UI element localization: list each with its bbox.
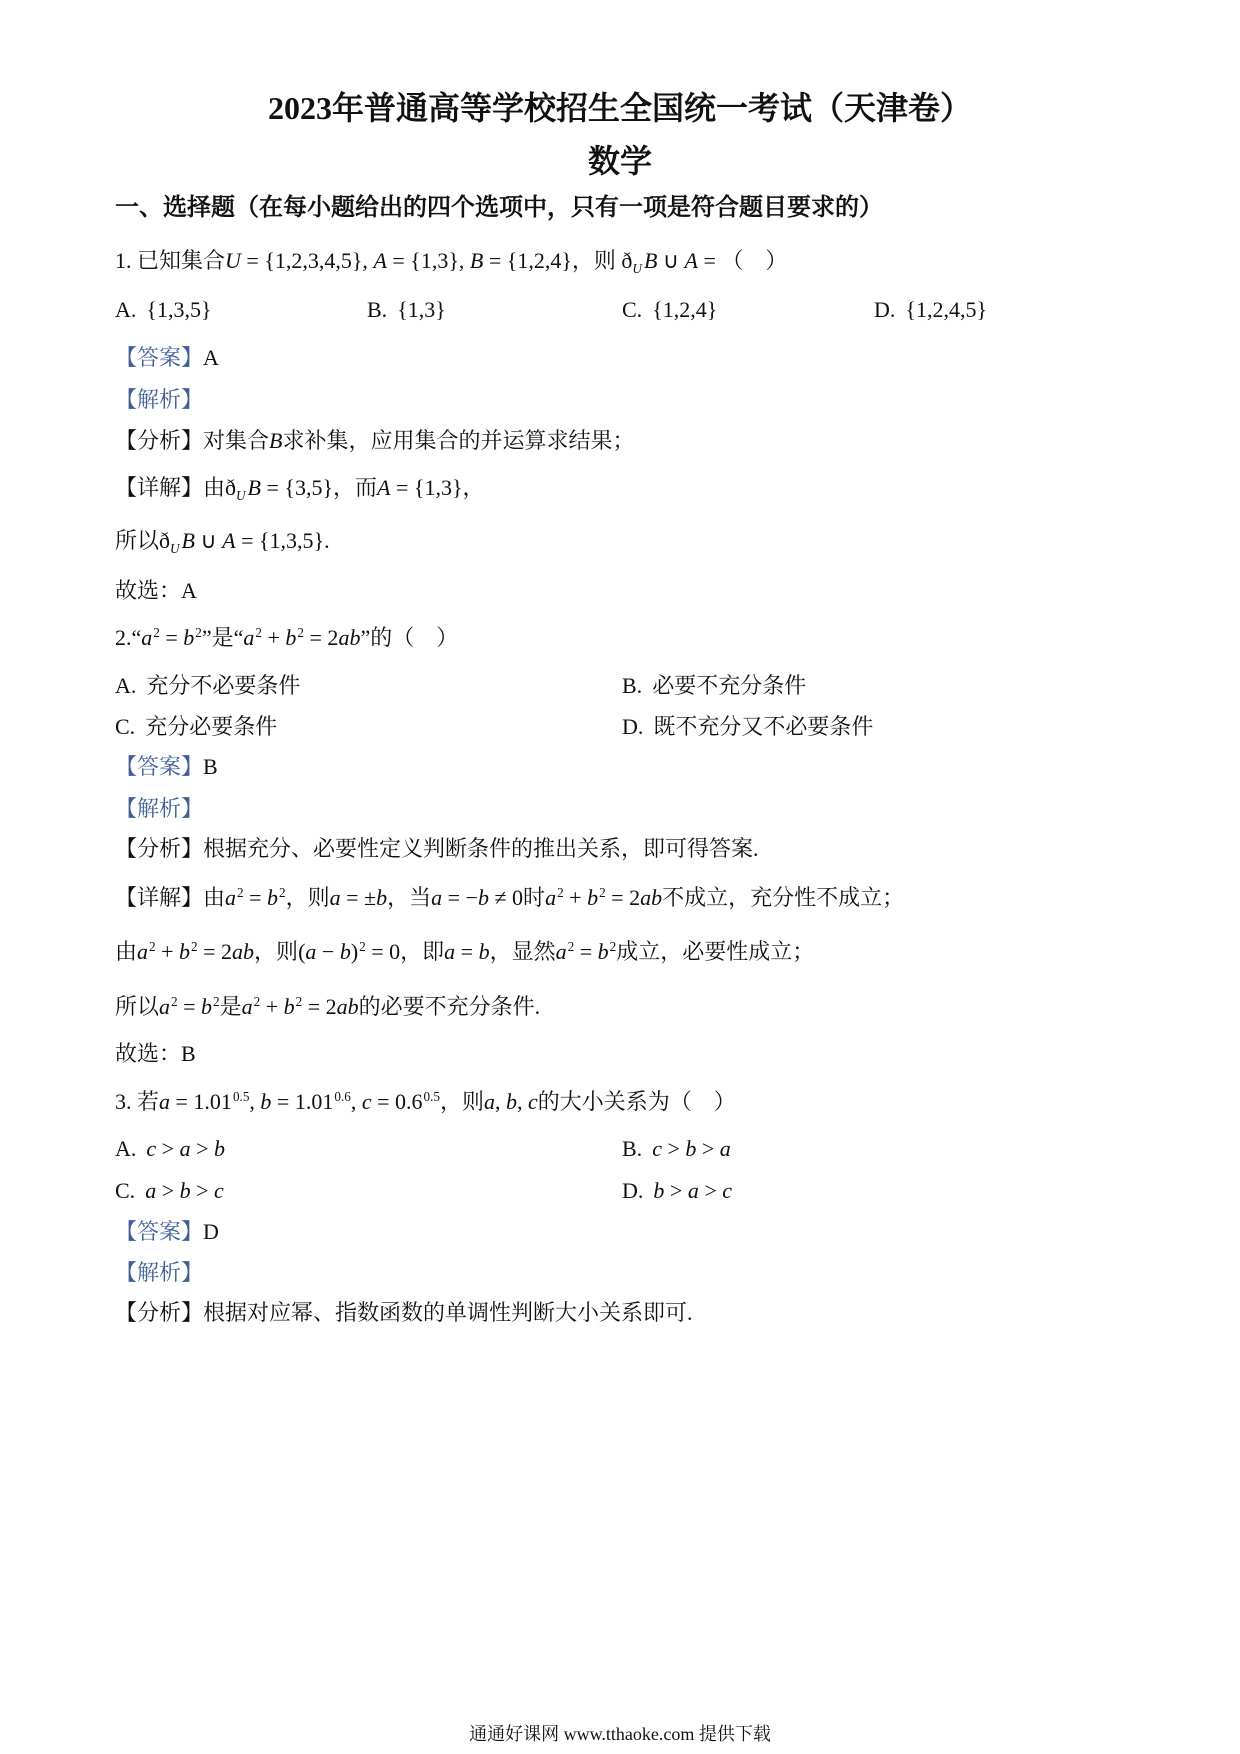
math-text: > <box>696 1136 720 1161</box>
math-variable: ab <box>336 994 359 1019</box>
math-text: = − <box>442 885 478 910</box>
math-variable: A <box>373 248 387 273</box>
math-text: ∪ <box>195 528 223 553</box>
math-variable: b <box>376 885 388 910</box>
option-b <box>622 1133 731 1165</box>
superscript: 2 <box>279 884 286 900</box>
text-run: 的大小关系为（ ） <box>537 1089 736 1114</box>
math-text: = ± <box>340 885 377 910</box>
option-label: D. <box>874 297 896 322</box>
superscript: 2 <box>191 938 198 954</box>
analysis-line <box>115 833 759 865</box>
question-stem <box>115 622 458 654</box>
math-variable: b <box>506 1089 518 1114</box>
superscript: 2 <box>557 884 564 900</box>
text-run: 【详解】由 <box>115 475 226 500</box>
math-variable: b <box>283 994 295 1019</box>
subscript: U <box>236 487 246 503</box>
math-text: , <box>517 1089 529 1114</box>
math-variable: a <box>719 1136 731 1161</box>
option-content <box>652 673 806 698</box>
conclusion-line: 故选：A <box>115 578 197 603</box>
math-variable: a <box>145 1178 157 1203</box>
math-variable: a <box>305 939 317 964</box>
math-text: > <box>156 1136 180 1161</box>
math-variable: a <box>179 1136 191 1161</box>
math-variable: a <box>141 625 153 650</box>
math-text: = {1,3,5}. <box>235 528 330 553</box>
option-a <box>115 294 212 326</box>
superscript: 2 <box>171 993 178 1009</box>
math-variable: b <box>477 885 489 910</box>
superscript: 0.6 <box>334 1088 351 1104</box>
answer-value: A <box>203 345 219 370</box>
math-variable: b <box>183 625 195 650</box>
math-variable: b <box>685 1136 697 1161</box>
option-b <box>622 670 806 702</box>
math-variable: b <box>653 1178 665 1203</box>
math-variable: b <box>597 939 609 964</box>
superscript: 2 <box>237 884 244 900</box>
math-text: > <box>664 1178 688 1203</box>
text-run: ，当 <box>387 885 432 910</box>
text-run: 1. 已知集合 <box>115 248 226 273</box>
detail-line <box>115 525 330 557</box>
math-variable: a <box>444 939 456 964</box>
math-variable: A <box>377 475 391 500</box>
superscript: 2 <box>213 993 220 1009</box>
superscript: 2 <box>297 624 305 640</box>
option-a <box>115 670 300 702</box>
math-variable: a <box>159 994 171 1019</box>
text-run: 的必要不充分条件. <box>358 994 541 1019</box>
answer-line <box>115 342 219 374</box>
math-variable: U <box>225 248 241 273</box>
math-variable: a <box>431 885 443 910</box>
math-text: = {3,5} <box>261 475 334 500</box>
math-text: = {1,3}, <box>386 248 470 273</box>
subscript: U <box>632 260 642 276</box>
option-content <box>397 297 446 322</box>
math-variable: a <box>545 885 557 910</box>
detail-line <box>115 991 540 1023</box>
math-variable: c <box>361 1089 372 1114</box>
text-run: 由 <box>115 939 138 964</box>
math-variable: b <box>179 939 191 964</box>
option-label: C. <box>115 714 136 739</box>
detail-line <box>115 472 485 504</box>
math-text: ∪ <box>657 248 685 273</box>
math-variable: A <box>222 528 236 553</box>
math-variable: b <box>478 939 490 964</box>
text-run: ”的（ ） <box>360 625 459 650</box>
option-d <box>622 711 873 743</box>
superscript: 2 <box>567 938 575 954</box>
math-text: {1,2,4} <box>652 297 718 322</box>
superscript: 2 <box>195 624 202 640</box>
option-label: A. <box>115 297 137 322</box>
math-text: = 0.6 <box>371 1089 423 1114</box>
text-run: ，即 <box>400 939 445 964</box>
math-text: = <box>697 248 722 273</box>
math-text: = 1.01 <box>271 1089 334 1114</box>
option-c <box>622 294 717 326</box>
math-variable: a <box>687 1178 699 1203</box>
text-run: 既不充分又不必要条件 <box>653 714 874 739</box>
text-run: 【分析】根据充分、必要性定义判断条件的推出关系，即可得答案. <box>115 836 759 861</box>
math-variable: a <box>243 625 255 650</box>
superscript: 2 <box>255 624 262 640</box>
math-text: > <box>661 1136 686 1161</box>
text-run: ，则 <box>571 248 622 273</box>
math-text: = 2 <box>197 939 233 964</box>
math-variable: a <box>225 885 237 910</box>
subscript: U <box>170 540 180 556</box>
math-text: ð <box>621 248 633 273</box>
text-run: ，则 <box>440 1089 485 1114</box>
option-c <box>115 1175 224 1207</box>
option-label: C. <box>115 1178 136 1203</box>
math-text: , <box>350 1089 362 1114</box>
solution-label: 【解析】 <box>115 796 204 821</box>
option-content <box>146 1136 225 1161</box>
math-variable: B <box>469 248 484 273</box>
text-run: 3. 若 <box>115 1089 160 1114</box>
math-text: = <box>455 939 479 964</box>
superscript: 2 <box>253 993 261 1009</box>
text-run: ， <box>462 475 485 500</box>
question-stem <box>115 1086 736 1118</box>
math-text: = {1,2,3,4,5}, <box>240 248 374 273</box>
math-variable: a <box>137 939 149 964</box>
option-label: C. <box>622 297 643 322</box>
math-text: > <box>190 1178 215 1203</box>
math-text: = 0 <box>365 939 401 964</box>
math-variable: b <box>214 1136 225 1161</box>
math-text: = 2 <box>605 885 641 910</box>
math-variable: b <box>260 1089 272 1114</box>
conclusion-line: 故选：B <box>115 1041 196 1066</box>
math-variable: b <box>267 885 279 910</box>
answer-tag: 【答案】 <box>115 754 204 779</box>
math-variable: ab <box>640 885 663 910</box>
math-variable: a <box>159 1089 171 1114</box>
section-heading: 一、选择题（在每小题给出的四个选项中，只有一项是符合题目要求的） <box>115 195 883 221</box>
math-text: + <box>262 625 286 650</box>
math-variable: B <box>269 428 283 453</box>
math-text: = <box>574 939 598 964</box>
math-text: = <box>243 885 268 910</box>
math-variable: c <box>528 1089 538 1114</box>
option-label: B. <box>367 297 388 322</box>
math-text: ð <box>159 528 171 553</box>
superscript: 2 <box>359 938 366 954</box>
analysis-line <box>115 425 634 457</box>
math-text: {1,3,5} <box>146 297 212 322</box>
math-text: {1,2,4,5} <box>905 297 988 322</box>
math-variable: ab <box>232 939 255 964</box>
text-run: 成立，必要性成立； <box>616 939 815 964</box>
option-d <box>874 294 987 326</box>
math-text: + <box>563 885 588 910</box>
math-text: = {1,3} <box>390 475 463 500</box>
text-run: 必要不充分条件 <box>652 673 807 698</box>
text-run: ，则 <box>254 939 299 964</box>
math-text: > <box>156 1178 180 1203</box>
footer-credit: 通通好课网 www.tthaoke.com 提供下载 <box>469 1724 771 1744</box>
math-variable: A <box>684 248 698 273</box>
math-variable: B <box>247 475 261 500</box>
math-variable: a <box>241 994 253 1019</box>
text-run: （ ） <box>721 248 788 273</box>
option-content <box>145 1178 224 1203</box>
option-label: B. <box>622 673 643 698</box>
math-variable: a <box>555 939 567 964</box>
math-text: = <box>177 994 202 1019</box>
math-variable: c <box>722 1178 732 1203</box>
math-variable: ab <box>338 625 361 650</box>
option-content <box>146 673 300 698</box>
analysis-line <box>115 1297 693 1329</box>
math-text: + <box>260 994 284 1019</box>
option-content <box>652 1136 731 1161</box>
subject-title: 数学 <box>587 143 652 179</box>
answer-tag: 【答案】 <box>115 1219 204 1244</box>
math-variable: b <box>339 939 351 964</box>
option-content <box>652 297 717 322</box>
math-text: > <box>698 1178 723 1203</box>
math-variable: b <box>179 1178 191 1203</box>
math-text: = 1.01 <box>170 1089 232 1114</box>
math-variable: b <box>587 885 599 910</box>
text-run: 求补集，应用集合的并运算求结果； <box>282 428 635 453</box>
superscript: 2 <box>599 884 606 900</box>
detail-line <box>115 882 904 914</box>
text-run: 充分必要条件 <box>145 714 278 739</box>
math-text: + <box>155 939 180 964</box>
math-variable: B <box>181 528 195 553</box>
math-variable: B <box>643 248 658 273</box>
option-label: A. <box>115 1136 137 1161</box>
option-label: B. <box>622 1136 643 1161</box>
math-text: , <box>249 1089 261 1114</box>
text-run: ，则 <box>285 885 330 910</box>
text-run: 时 <box>523 885 546 910</box>
text-run: ”是“ <box>201 625 244 650</box>
text-run: 2.“ <box>115 625 142 650</box>
superscript: 2 <box>153 624 160 640</box>
math-text: = <box>159 625 184 650</box>
option-label: D. <box>622 714 644 739</box>
superscript: 0.5 <box>232 1088 250 1104</box>
math-text: ≠ 0 <box>488 885 524 910</box>
math-variable: b <box>201 994 213 1019</box>
detail-line <box>115 936 814 968</box>
option-content <box>653 714 873 739</box>
option-label: A. <box>115 673 137 698</box>
math-variable: c <box>214 1178 224 1203</box>
math-variable: a <box>484 1089 496 1114</box>
text-run: 所以 <box>115 994 160 1019</box>
math-text: = 2 <box>302 994 337 1019</box>
text-run: ，显然 <box>489 939 556 964</box>
superscript: 0.5 <box>423 1088 440 1104</box>
math-text: {1,3} <box>397 297 446 322</box>
answer-tag: 【答案】 <box>115 345 204 370</box>
math-text: ð <box>225 475 237 500</box>
solution-label: 【解析】 <box>115 387 204 412</box>
option-a <box>115 1133 225 1165</box>
answer-line <box>115 1216 219 1248</box>
superscript: 2 <box>295 993 303 1009</box>
superscript: 2 <box>149 938 156 954</box>
option-label: D. <box>622 1178 644 1203</box>
superscript: 2 <box>609 938 617 954</box>
answer-value: D <box>203 1219 219 1244</box>
text-run: 充分不必要条件 <box>146 673 301 698</box>
option-d <box>622 1175 732 1207</box>
text-run: 【分析】根据对应幂、指数函数的单调性判断大小关系即可. <box>115 1300 693 1325</box>
option-content <box>653 1178 732 1203</box>
text-run: 【详解】由 <box>115 885 226 910</box>
math-variable: c <box>652 1136 662 1161</box>
option-b <box>367 294 446 326</box>
option-content <box>905 297 987 322</box>
math-text: = 2 <box>304 625 339 650</box>
answer-line <box>115 751 218 783</box>
option-c <box>115 711 277 743</box>
math-text: = {1,2,4} <box>483 248 572 273</box>
math-variable: a <box>329 885 341 910</box>
text-run: 不成立，充分性不成立； <box>662 885 905 910</box>
math-text: > <box>190 1136 214 1161</box>
math-variable: c <box>146 1136 157 1161</box>
option-content <box>145 714 277 739</box>
text-run: 是 <box>219 994 242 1019</box>
text-run: 【分析】对集合 <box>115 428 270 453</box>
math-text: ) <box>350 939 359 964</box>
math-text: , <box>495 1089 507 1114</box>
option-content <box>146 297 211 322</box>
question-stem <box>115 245 787 277</box>
text-run: ，而 <box>333 475 378 500</box>
math-text: − <box>316 939 340 964</box>
exam-title: 2023年普通高等学校招生全国统一考试（天津卷） <box>267 90 972 126</box>
solution-label: 【解析】 <box>115 1260 204 1285</box>
math-variable: b <box>285 625 297 650</box>
answer-value: B <box>203 754 218 779</box>
text-run: 所以 <box>115 528 160 553</box>
math-text: ( <box>298 939 306 964</box>
